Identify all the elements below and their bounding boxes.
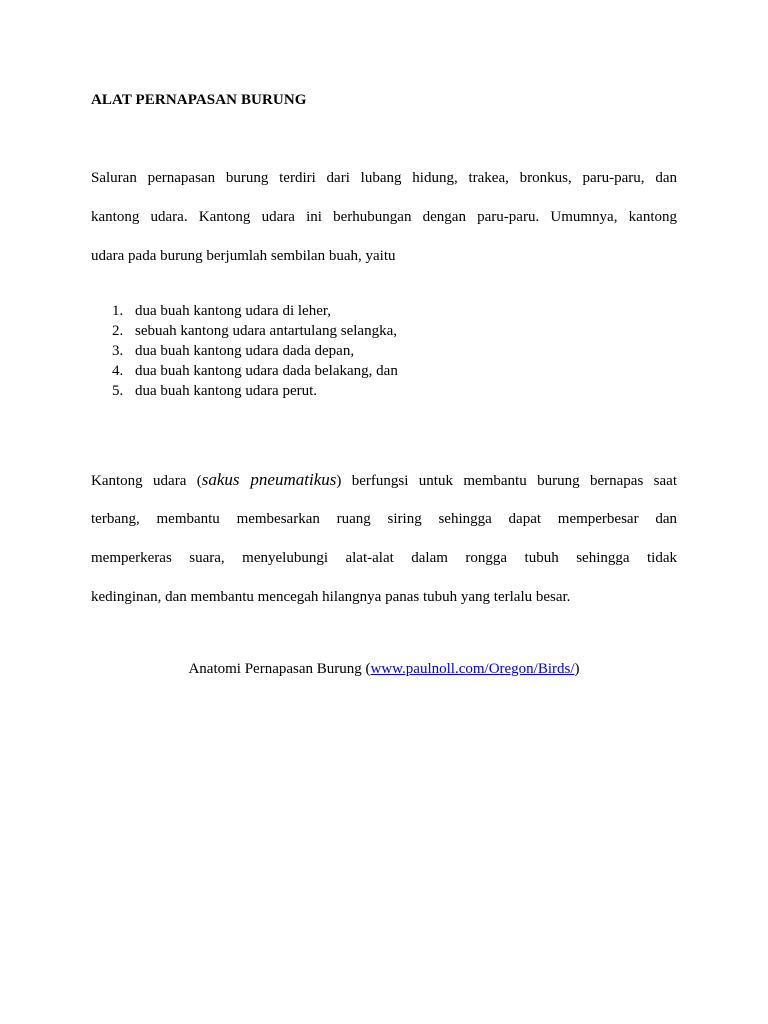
list-item bbox=[112, 361, 398, 381]
list-item-text: sebuah kantong udara antartulang selangka, bbox=[135, 323, 397, 339]
list-item-text: dua buah kantong udara dada belakang, dan bbox=[135, 363, 398, 379]
paragraph-line: udara pada burung berjumlah sembilan buah, yaitu bbox=[91, 248, 396, 264]
source-link[interactable]: www.paulnoll.com/Oregon/Birds/ bbox=[370, 661, 575, 677]
scientific-term: sakus pneumatikus bbox=[201, 470, 337, 489]
paragraph-line: kantong udara. Kantong udara ini berhubungan dengan paru-paru. Umumnya, kantong bbox=[91, 209, 677, 225]
list-item-text: dua buah kantong udara perut. bbox=[135, 383, 318, 399]
document-title: ALAT PERNAPASAN BURUNG bbox=[91, 92, 307, 108]
caption-close: ) bbox=[574, 661, 580, 677]
figure-caption bbox=[0, 659, 768, 679]
paragraph-respiratory-system bbox=[91, 168, 677, 285]
line-text: Kantong udara ( bbox=[91, 473, 202, 489]
list-item bbox=[112, 321, 398, 341]
caption-text: Anatomi Pernapasan Burung ( bbox=[188, 661, 371, 677]
list-item bbox=[112, 341, 398, 361]
paragraph-line: kedinginan, dan membantu mencegah hilangnya panas tubuh yang terlalu besar. bbox=[91, 589, 571, 605]
list-item bbox=[112, 381, 398, 401]
paragraph-air-sac-function bbox=[91, 470, 677, 626]
list-number: 2. bbox=[112, 323, 124, 339]
paragraph-line: Saluran pernapasan burung terdiri dari lubang hidung, trakea, bronkus, paru-paru, dan bbox=[91, 170, 677, 186]
list-number: 3. bbox=[112, 343, 124, 359]
paragraph-line: memperkeras suara, menyelubungi alat-alat dalam rongga tubuh sehingga tidak bbox=[91, 550, 677, 566]
list-number: 5. bbox=[112, 383, 124, 399]
list-item-text: dua buah kantong udara di leher, bbox=[135, 303, 331, 319]
air-sac-list bbox=[112, 301, 398, 401]
paragraph-line bbox=[91, 470, 677, 509]
list-item bbox=[112, 301, 398, 321]
list-item-text: dua buah kantong udara dada depan, bbox=[135, 343, 355, 359]
line-text: ) berfungsi untuk membantu burung bernapas saat bbox=[336, 473, 677, 489]
paragraph-line: terbang, membantu membesarkan ruang siring sehingga dapat memperbesar dan bbox=[91, 511, 677, 527]
list-number: 4. bbox=[112, 363, 124, 379]
list-number: 1. bbox=[112, 303, 124, 319]
